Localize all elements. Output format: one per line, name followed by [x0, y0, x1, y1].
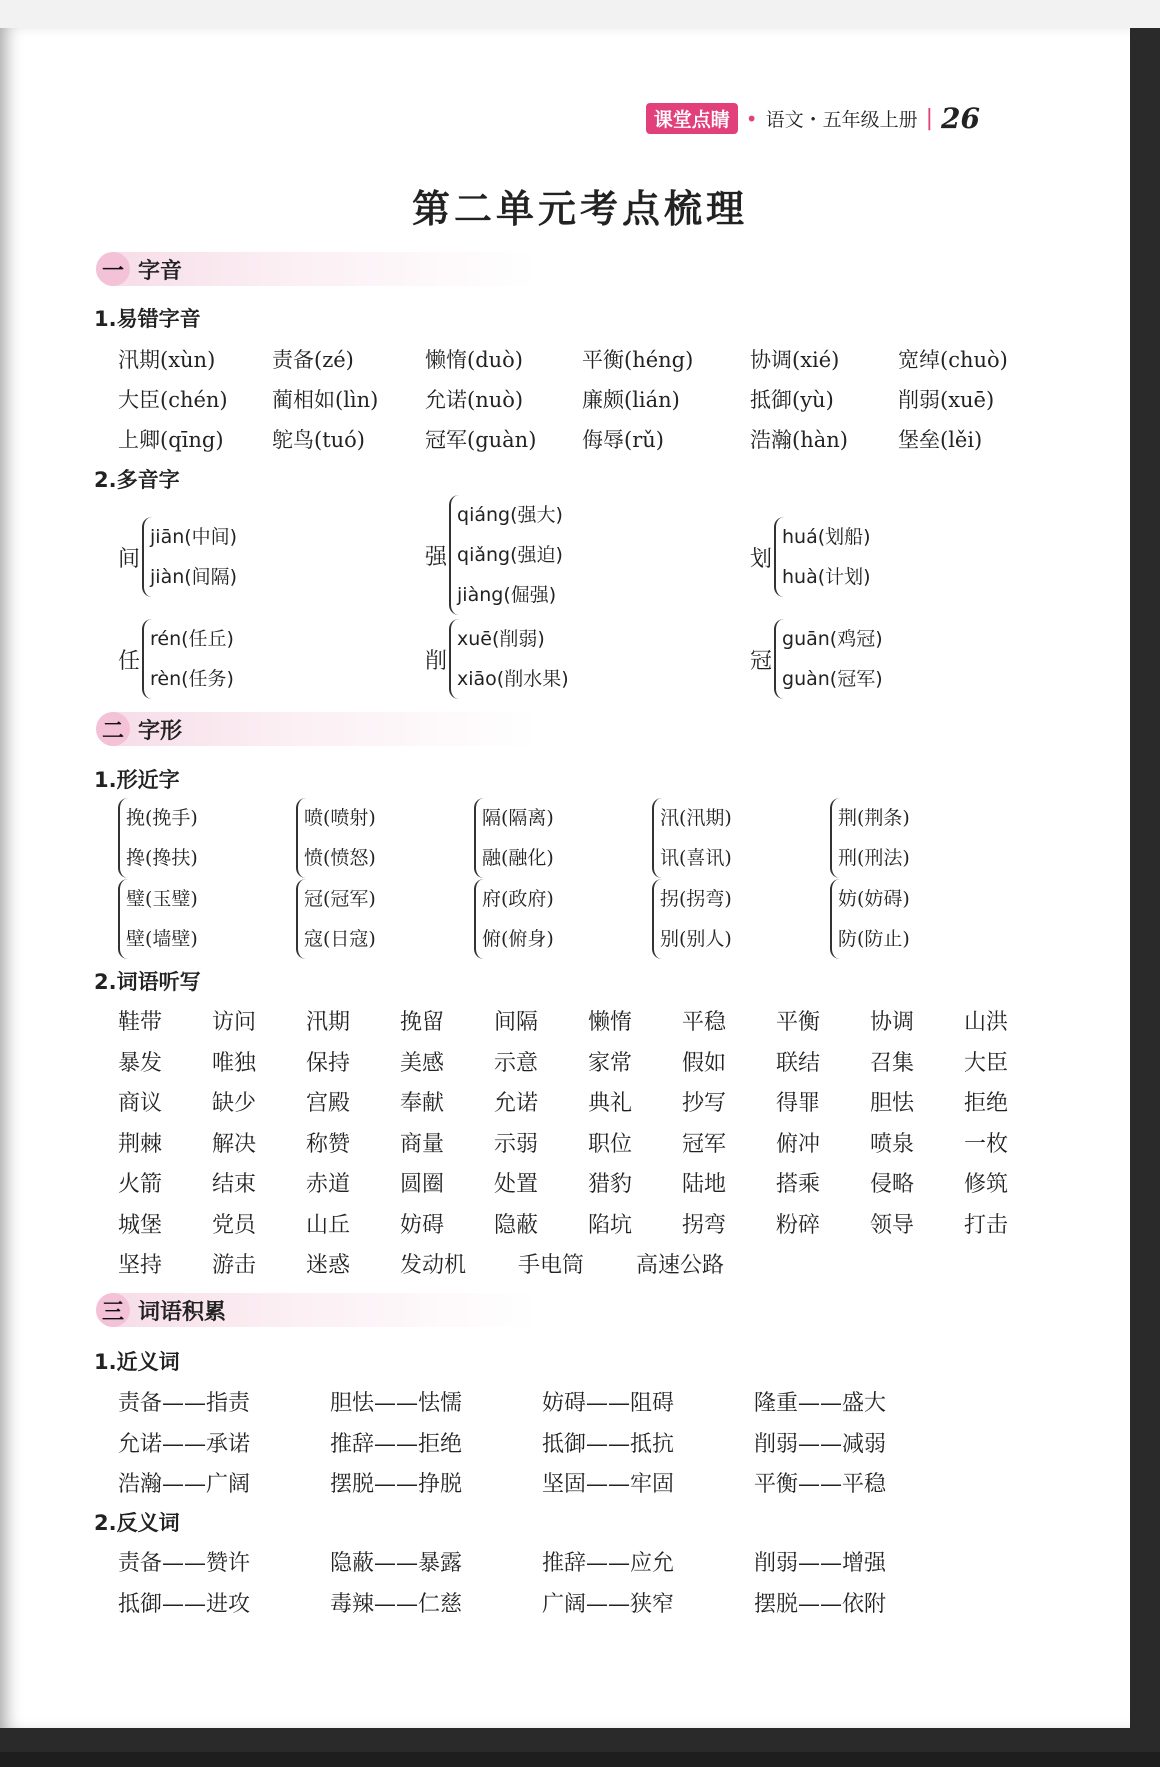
dictation-word: 一枚 [964, 1131, 1009, 1157]
dictation-word: 挽留 [400, 1010, 445, 1035]
polyphone-reading: qiáng(强大) [457, 504, 563, 526]
similar-char: 防(防止) [838, 928, 910, 950]
sound-item: 侮辱(rǔ) [582, 428, 664, 452]
subheading: 2.多音字 [94, 468, 180, 492]
similar-char-pair [830, 879, 910, 959]
similar-char: 拐(拐弯) [660, 888, 732, 910]
header-dot: • [745, 106, 758, 131]
dictation-word: 示弱 [494, 1131, 539, 1157]
dictation-word: 访问 [212, 1010, 257, 1035]
similar-char: 汛(汛期) [660, 807, 732, 829]
section-number: 三 [96, 1293, 130, 1327]
polyphone-group [750, 619, 883, 699]
subheading: 1.近义词 [94, 1350, 180, 1374]
similar-char-pair [652, 879, 732, 959]
synonym-pair: 坚固——牢固 [542, 1472, 675, 1497]
brace-list [474, 798, 554, 878]
polyphone-reading: jiān(中间) [150, 526, 238, 548]
dictation-word: 处置 [494, 1172, 539, 1197]
section-number: 二 [96, 712, 130, 746]
antonym-pair: 推辞——应允 [542, 1551, 675, 1576]
similar-char: 喷(喷射) [304, 807, 376, 829]
polyphone-reading: guàn(冠军) [782, 668, 883, 690]
synonym-pair: 摆脱——挣脱 [330, 1472, 463, 1497]
dictation-word: 俯冲 [776, 1131, 821, 1157]
sound-item: 浩瀚(hàn) [750, 428, 848, 452]
dictation-word: 火箭 [118, 1172, 163, 1197]
similar-char-pair [474, 879, 554, 959]
dictation-word: 喷泉 [870, 1131, 915, 1157]
brace-list [652, 879, 732, 959]
brace-list [474, 879, 554, 959]
brace-list [652, 798, 732, 878]
polyphone-reading: rén(任丘) [150, 628, 234, 650]
dictation-word: 游击 [212, 1253, 257, 1278]
dictation-word: 手电筒 [518, 1253, 585, 1278]
page-header [646, 102, 980, 135]
dictation-word: 示意 [494, 1050, 539, 1076]
dictation-word: 结束 [212, 1172, 257, 1197]
dictation-word: 典礼 [588, 1091, 633, 1116]
polyphone-char: 划 [750, 546, 773, 572]
polyphone-reading: jiàn(间隔) [150, 566, 238, 588]
dictation-word: 大臣 [964, 1050, 1009, 1076]
similar-char: 挽(挽手) [126, 807, 198, 829]
dictation-word: 高速公路 [636, 1253, 725, 1278]
section-heading-1 [96, 252, 536, 286]
polyphone-group [425, 619, 569, 699]
section-name: 字形 [138, 718, 183, 744]
sound-item: 蔺相如(lìn) [272, 388, 379, 412]
brace-list [118, 879, 198, 959]
dictation-word: 坚持 [118, 1253, 163, 1278]
dictation-word: 迷惑 [306, 1253, 351, 1278]
synonym-pair: 允诺——承诺 [118, 1431, 251, 1457]
dictation-word: 山洪 [964, 1010, 1009, 1035]
sound-item: 懒惰(duò) [425, 348, 523, 372]
similar-char: 荆(荆条) [838, 807, 910, 829]
similar-char: 俯(俯身) [482, 928, 554, 950]
sound-item: 廉颇(lián) [582, 388, 680, 412]
polyphone-char: 强 [425, 544, 448, 570]
similar-char-pair [652, 798, 732, 878]
dictation-word: 平稳 [682, 1010, 727, 1035]
dictation-word: 粉碎 [776, 1212, 821, 1238]
similar-char-pair [474, 798, 554, 878]
brace-list [449, 495, 563, 615]
antonym-pair: 广阔——狭窄 [542, 1591, 675, 1617]
sound-item: 大臣(chén) [118, 388, 228, 412]
similar-char: 隔(隔离) [482, 807, 554, 829]
section-heading-2 [96, 712, 536, 746]
sound-item: 冠军(guàn) [425, 428, 537, 452]
dictation-word: 陷坑 [588, 1212, 633, 1238]
similar-char: 搀(搀扶) [126, 847, 198, 869]
dictation-word: 侵略 [870, 1172, 915, 1197]
polyphone-reading: xuē(削弱) [457, 628, 545, 650]
synonym-pair: 隆重——盛大 [754, 1391, 887, 1416]
dictation-word: 美感 [400, 1050, 445, 1076]
dictation-word: 拒绝 [964, 1091, 1009, 1116]
polyphone-char: 任 [118, 648, 141, 674]
dictation-word: 解决 [212, 1131, 257, 1157]
dictation-word: 党员 [212, 1212, 257, 1238]
antonym-pair: 毒辣——仁慈 [330, 1591, 463, 1617]
dictation-word: 领导 [870, 1212, 915, 1238]
sound-item: 宽绰(chuò) [898, 348, 1008, 372]
dictation-word: 职位 [588, 1131, 633, 1157]
synonym-pair: 胆怯——怯懦 [330, 1391, 463, 1416]
polyphone-group [118, 517, 237, 597]
similar-char-pair [830, 798, 910, 878]
synonym-pair: 妨碍——阻碍 [542, 1391, 675, 1416]
dictation-word: 妨碍 [400, 1212, 445, 1238]
polyphone-reading: guān(鸡冠) [782, 628, 883, 650]
top-frame [0, 0, 1160, 28]
similar-char-pair [296, 798, 376, 878]
subheading: 2.词语听写 [94, 970, 201, 994]
dictation-word: 奉献 [400, 1091, 445, 1116]
dictation-word: 猎豹 [588, 1172, 633, 1197]
similar-char: 璧(玉璧) [126, 888, 198, 910]
subheading: 2.反义词 [94, 1511, 180, 1535]
bottom-frame [0, 1752, 1160, 1767]
polyphone-reading: xiāo(削水果) [457, 668, 569, 690]
synonym-pair: 浩瀚——广阔 [118, 1472, 251, 1497]
dictation-word: 召集 [870, 1050, 915, 1076]
similar-char: 融(融化) [482, 847, 554, 869]
dictation-word: 搭乘 [776, 1172, 821, 1197]
dictation-word: 赤道 [306, 1172, 351, 1197]
dictation-word: 荆棘 [118, 1131, 163, 1157]
similar-char: 寇(日寇) [304, 928, 376, 950]
sound-item: 削弱(xuē) [898, 388, 995, 412]
subheading: 1.形近字 [94, 768, 180, 792]
synonym-pair: 推辞——拒绝 [330, 1431, 463, 1457]
dictation-word: 家常 [588, 1050, 633, 1076]
dictation-word: 发动机 [400, 1253, 467, 1278]
similar-char: 别(别人) [660, 928, 732, 950]
dictation-word: 陆地 [682, 1172, 727, 1197]
dictation-word: 允诺 [494, 1091, 539, 1116]
brace-list [142, 517, 237, 597]
dictation-word: 得罪 [776, 1091, 821, 1116]
synonym-pair: 削弱——减弱 [754, 1431, 887, 1457]
similar-char-pair [118, 879, 198, 959]
dictation-word: 冠军 [682, 1131, 727, 1157]
dictation-word: 缺少 [212, 1091, 257, 1116]
brace-list [449, 619, 569, 699]
brace-list [774, 517, 871, 597]
brace-list [118, 798, 198, 878]
sound-item: 汛期(xùn) [118, 348, 216, 372]
similar-char: 妨(妨碍) [838, 888, 910, 910]
brace-list [142, 619, 234, 699]
polyphone-reading: jiàng(倔强) [457, 584, 557, 606]
polyphone-reading: huá(划船) [782, 526, 871, 548]
sound-item: 抵御(yù) [750, 388, 834, 412]
dictation-word: 平衡 [776, 1010, 821, 1035]
dictation-word: 保持 [306, 1050, 351, 1076]
section-number: 一 [96, 252, 130, 286]
sound-item: 上卿(qīng) [118, 428, 224, 452]
dictation-word: 鞋带 [118, 1010, 163, 1035]
antonym-pair: 隐蔽——暴露 [330, 1551, 463, 1576]
sound-item: 鸵鸟(tuó) [272, 428, 365, 452]
dictation-word: 假如 [682, 1050, 727, 1076]
polyphone-reading: qiǎng(强迫) [457, 544, 563, 566]
dictation-word: 商议 [118, 1091, 163, 1116]
dictation-word: 隐蔽 [494, 1212, 539, 1238]
similar-char: 刑(刑法) [838, 847, 910, 869]
page-title: 第二单元考点梳理 [411, 187, 748, 231]
polyphone-char: 削 [425, 648, 448, 674]
sound-item: 责备(zé) [272, 348, 354, 372]
section-heading-3 [96, 1293, 536, 1327]
brace-list [774, 619, 883, 699]
dictation-word: 胆怯 [870, 1091, 915, 1116]
polyphone-reading: huà(计划) [782, 566, 871, 588]
synonym-pair: 平衡——平稳 [754, 1472, 887, 1497]
section-name: 字音 [138, 258, 183, 284]
polyphone-char: 间 [118, 546, 141, 572]
polyphone-group [425, 495, 563, 615]
dictation-word: 修筑 [964, 1172, 1009, 1197]
dictation-word: 城堡 [118, 1212, 163, 1238]
antonym-pair: 削弱——增强 [754, 1551, 887, 1576]
similar-char-pair [118, 798, 198, 878]
dictation-word: 称赞 [306, 1131, 351, 1157]
similar-char: 冠(冠军) [304, 888, 376, 910]
page-number: 26 [941, 102, 980, 135]
synonym-pair: 责备——指责 [118, 1391, 251, 1416]
similar-char: 愤(愤怒) [304, 847, 376, 869]
antonym-pair: 摆脱——依附 [754, 1591, 887, 1617]
brace-list [296, 798, 376, 878]
brace-list [830, 798, 910, 878]
dictation-word: 山丘 [306, 1212, 351, 1238]
dictation-word: 圆圈 [400, 1172, 445, 1197]
dictation-word: 打击 [964, 1212, 1009, 1238]
subheading: 1.易错字音 [94, 307, 201, 331]
similar-char-pair [296, 879, 376, 959]
sound-item: 协调(xié) [750, 348, 840, 372]
dictation-word: 抄写 [682, 1091, 727, 1116]
polyphone-char: 冠 [750, 648, 773, 674]
dictation-word: 暴发 [118, 1050, 163, 1076]
dictation-word: 拐弯 [682, 1212, 727, 1238]
dictation-word: 唯独 [212, 1050, 257, 1076]
similar-char: 讯(喜讯) [660, 847, 732, 869]
antonym-pair: 抵御——进攻 [118, 1591, 251, 1617]
dictation-word: 商量 [400, 1131, 445, 1157]
brace-list [830, 879, 910, 959]
synonym-pair: 抵御——抵抗 [542, 1431, 675, 1457]
sound-item: 允诺(nuò) [425, 388, 524, 412]
similar-char: 府(政府) [482, 888, 554, 910]
polyphone-group [118, 619, 234, 699]
sound-item: 堡垒(lěi) [898, 428, 983, 452]
brand-tag: 课堂点睛 [646, 103, 738, 134]
header-separator: | [925, 106, 934, 131]
dictation-word: 汛期 [306, 1010, 351, 1035]
polyphone-reading: rèn(任务) [150, 668, 234, 690]
sound-item: 平衡(héng) [582, 348, 694, 372]
dictation-word: 联结 [776, 1050, 821, 1076]
dictation-word: 协调 [870, 1010, 915, 1035]
dictation-word: 间隔 [494, 1010, 539, 1035]
dictation-word: 宫殿 [306, 1091, 351, 1116]
antonym-pair: 责备——赞许 [118, 1551, 251, 1576]
subject-label: 语文・五年级上册 [765, 109, 918, 131]
section-name: 词语积累 [138, 1299, 227, 1325]
brace-list [296, 879, 376, 959]
dictation-word: 懒惰 [588, 1010, 633, 1035]
similar-char: 壁(墙壁) [126, 928, 198, 950]
polyphone-group [750, 517, 871, 597]
